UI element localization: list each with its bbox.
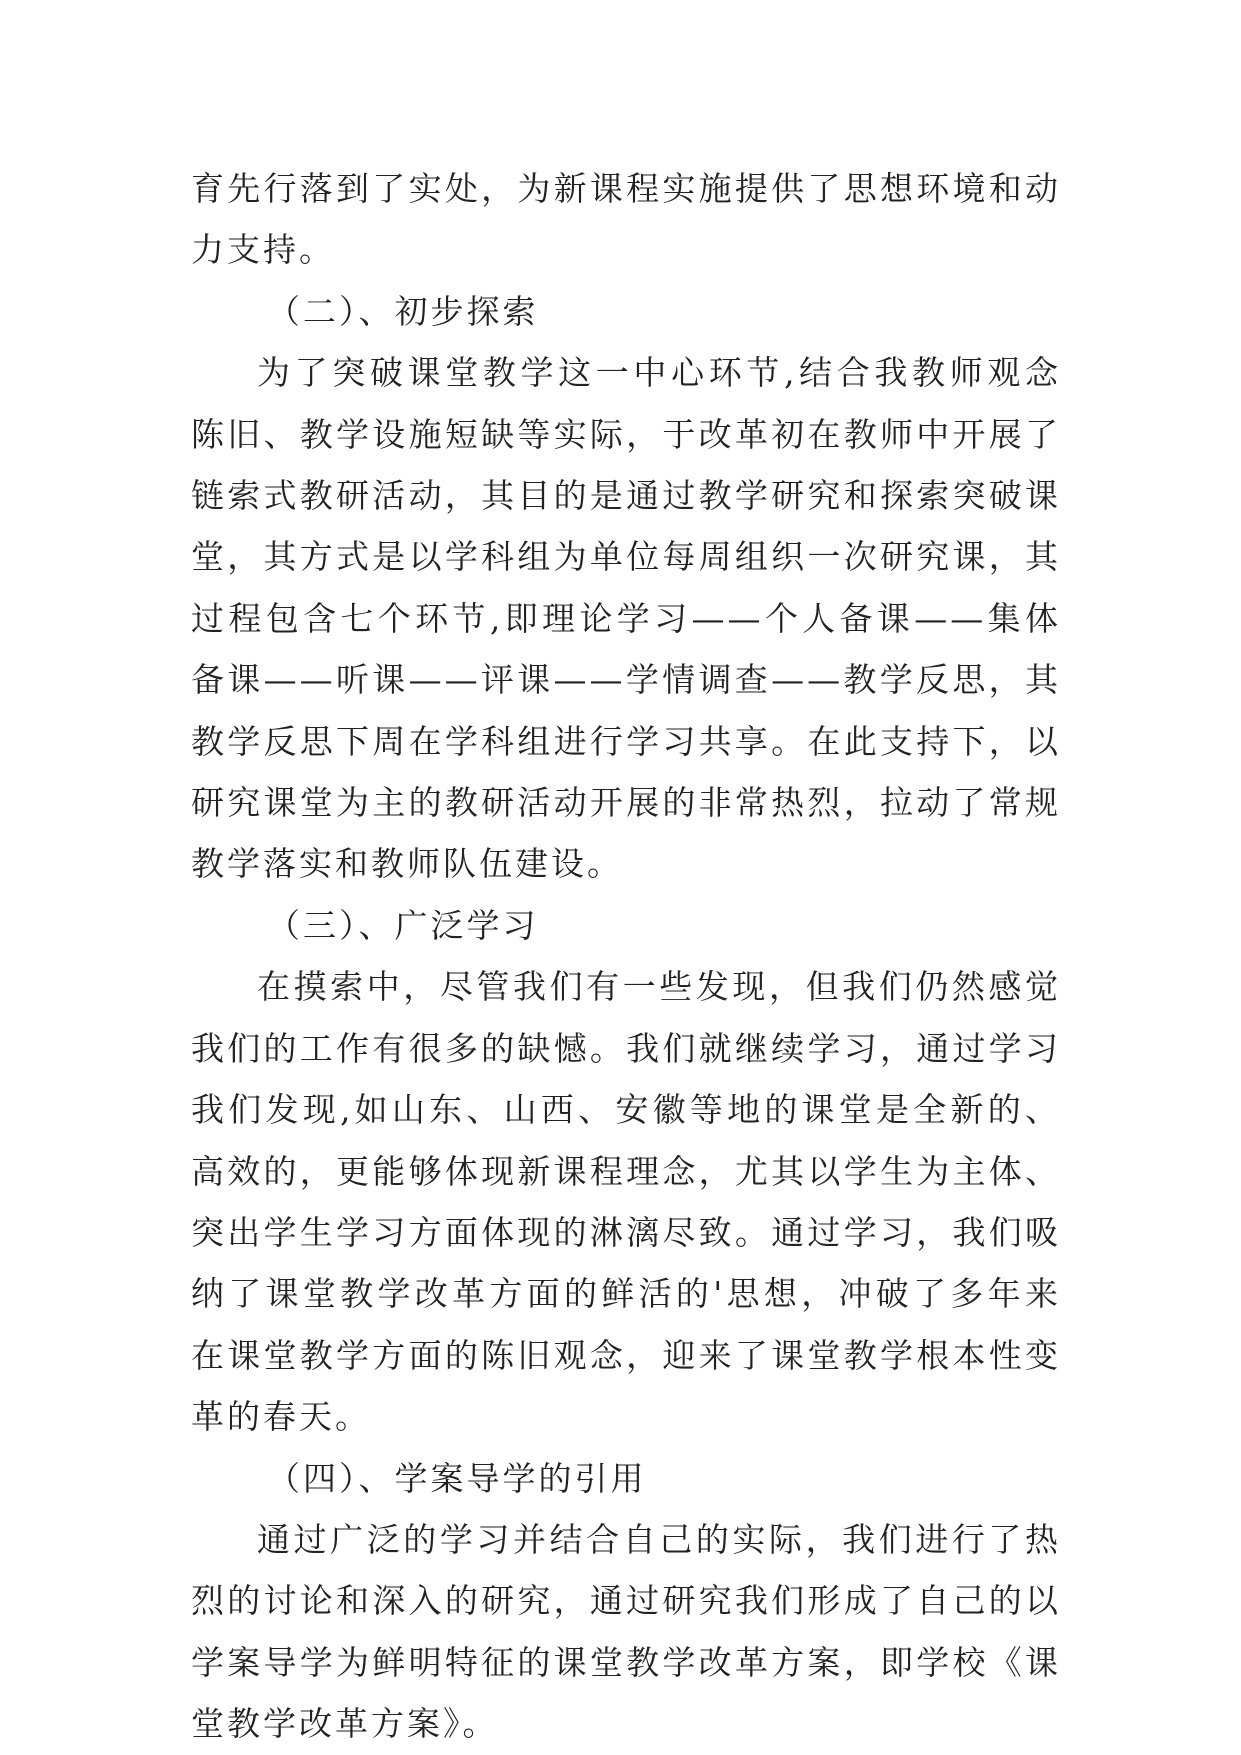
paragraph-guided-learning: 通过广泛的学习并结合自己的实际，我们进行了热烈的讨论和深入的研究，通过研究我们形成了自己的以学案导学为鲜明特征的课堂教学改革方案，即学校《课堂教学改革方案》。 [191, 1519, 1061, 1744]
paragraph-exploration: 为了突破课堂教学这一中心环节,结合我教师观念陈旧、教学设施短缺等实际，于改革初在教师中开展了链索式教研活动，其目的是通过教学研究和探索突破课堂，其方式是以学科组为单位每周组织一次研究课，其过程包含七个环节,即理论学习——个人备课——集体备课——听课——评课——学情调查——教学反思，其教学反思下周在学科组进行学习共享。在此支持下，以研究课堂为主的教研活动开展的非常热烈，拉动了常规教学落实和教师队伍建设。 [191, 353, 1061, 884]
paragraph-continued: 育先行落到了实处，为新课程实施提供了思想环境和动力支持。 [191, 169, 1061, 270]
document-body [191, 158, 1061, 1755]
section-heading-2: （二）、初步探索 [267, 291, 539, 331]
section-heading-4: （四）、学案导学的引用 [267, 1458, 647, 1498]
paragraph-learning: 在摸索中，尽管我们有一些发现，但我们仍然感觉我们的工作有很多的缺憾。我们就继续学习，通过学习我们发现,如山东、山西、安徽等地的课堂是全新的、高效的，更能够体现新课程理念，尤其以学生为主体、突出学生学习方面体现的淋漓尽致。通过学习，我们吸纳了课堂教学改革方面的鲜活的'思想，冲破了多年来在课堂教学方面的陈旧观念，迎来了课堂教学根本性变革的春天。 [191, 967, 1061, 1437]
section-heading-3: （三）、广泛学习 [267, 905, 539, 945]
